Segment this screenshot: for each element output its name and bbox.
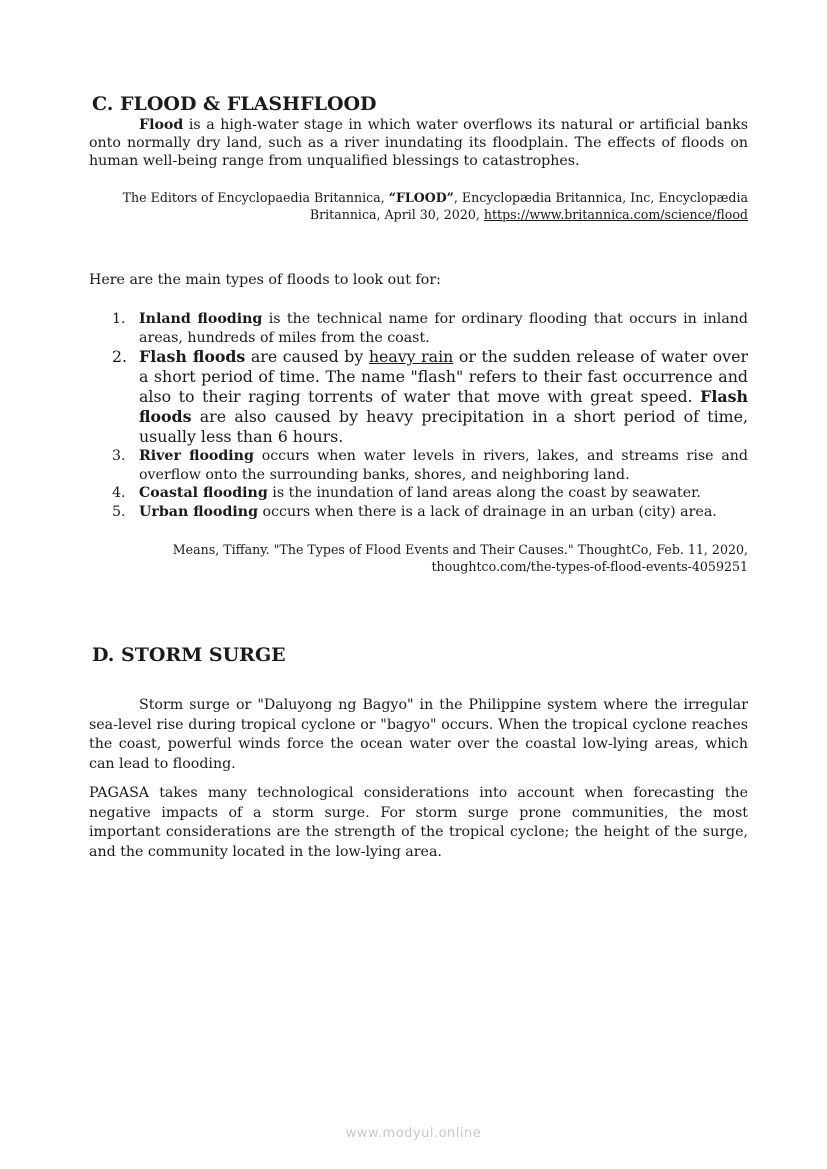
list-item [89,484,748,503]
list-text: are also caused by heavy precipitation in a short period of time, usually less than 6 hours. [139,407,748,446]
list-term: Coastal flooding [139,485,268,501]
list-number: 3. [112,448,126,464]
list-text: occurs when there is a lack of drainage in an urban (city) area. [258,503,717,520]
list-text: occurs when water levels in rivers, lakes, and streams rise and overflow onto the surrounding banks, shores, and neighboring land. [139,448,748,483]
pagasa-paragraph: PAGASA takes many technological considerations into account when forecasting the negative impacts of a storm surge. For storm surge prone communities, the most important considerations are the strength of the tropical cyclone; the height of the surge, and the community located in the low-lying area. [89,785,748,860]
thoughtco-citation [89,541,748,575]
list-term: Flash floods [139,387,748,426]
list-number: 2. [112,347,128,366]
britannica-link[interactable]: https://www.britannica.com/science/flood [483,207,748,222]
list-text: or the sudden release of water over a short period of time. The name "flash" refers to their fast occurrence and also to their raging torrents of water that move with great speed. [139,347,749,406]
list-term: Inland flooding [139,311,263,327]
storm-surge-paragraph: Storm surge or "Daluyong ng Bagyo" in the Philippine system where the irregular sea-level rise during tropical cyclone or "bagyo" occurs. When the tropical cyclone reaches the coast, powerful winds force the ocean water over the coastal low-lying areas, which can lead to flooding. [89,697,748,772]
citation-text: The Editors of Encyclopaedia Britannica, [122,190,389,205]
citation-line: Means, Tiffany. "The Types of Flood Events and Their Causes." ThoughtCo, Feb. 11, 2020, [172,542,748,557]
list-item [89,503,748,522]
flood-definition [89,116,748,170]
list-text: are caused by [245,347,369,366]
flood-types-intro: Here are the main types of floods to look out for: [89,272,441,288]
flood-types-list [89,310,748,521]
list-item [89,310,748,347]
section-c-heading: C. FLOOD & FLASHFLOOD [92,93,377,115]
flood-term: Flood [139,117,184,133]
list-term: Urban flooding [139,503,259,520]
list-term: River flooding [139,448,254,464]
list-item [89,347,748,447]
citation-url: thoughtco.com/the-types-of-flood-events-4059251 [431,559,748,574]
list-number: 4. [112,485,126,501]
list-text: is the technical name for ordinary flooding that occurs in inland areas, hundreds of miles from the coast. [139,311,748,346]
citation-title: “FLOOD” [388,190,454,205]
flood-definition-text: is a high-water stage in which water overflows its natural or artificial banks onto normally dry land, such as a river inundating its floodplain. The effects of floods on human well-being range from unqualified blessings to catastrophes. [89,117,748,169]
list-term: Flash floods [139,347,246,366]
section-d-heading: D. STORM SURGE [92,644,286,666]
list-text: is the inundation of land areas along the coast by seawater. [267,485,701,501]
citation-text: , Encyclopædia Britannica, Inc, Encyclopædia Britannica, April 30, 2020, [309,190,748,222]
list-number: 1. [112,311,126,327]
list-item [89,447,748,484]
britannica-citation [89,189,748,223]
list-number: 5. [112,503,126,520]
heavy-rain-link[interactable]: heavy rain [368,347,454,366]
watermark: www.modyul.online [345,1126,482,1141]
